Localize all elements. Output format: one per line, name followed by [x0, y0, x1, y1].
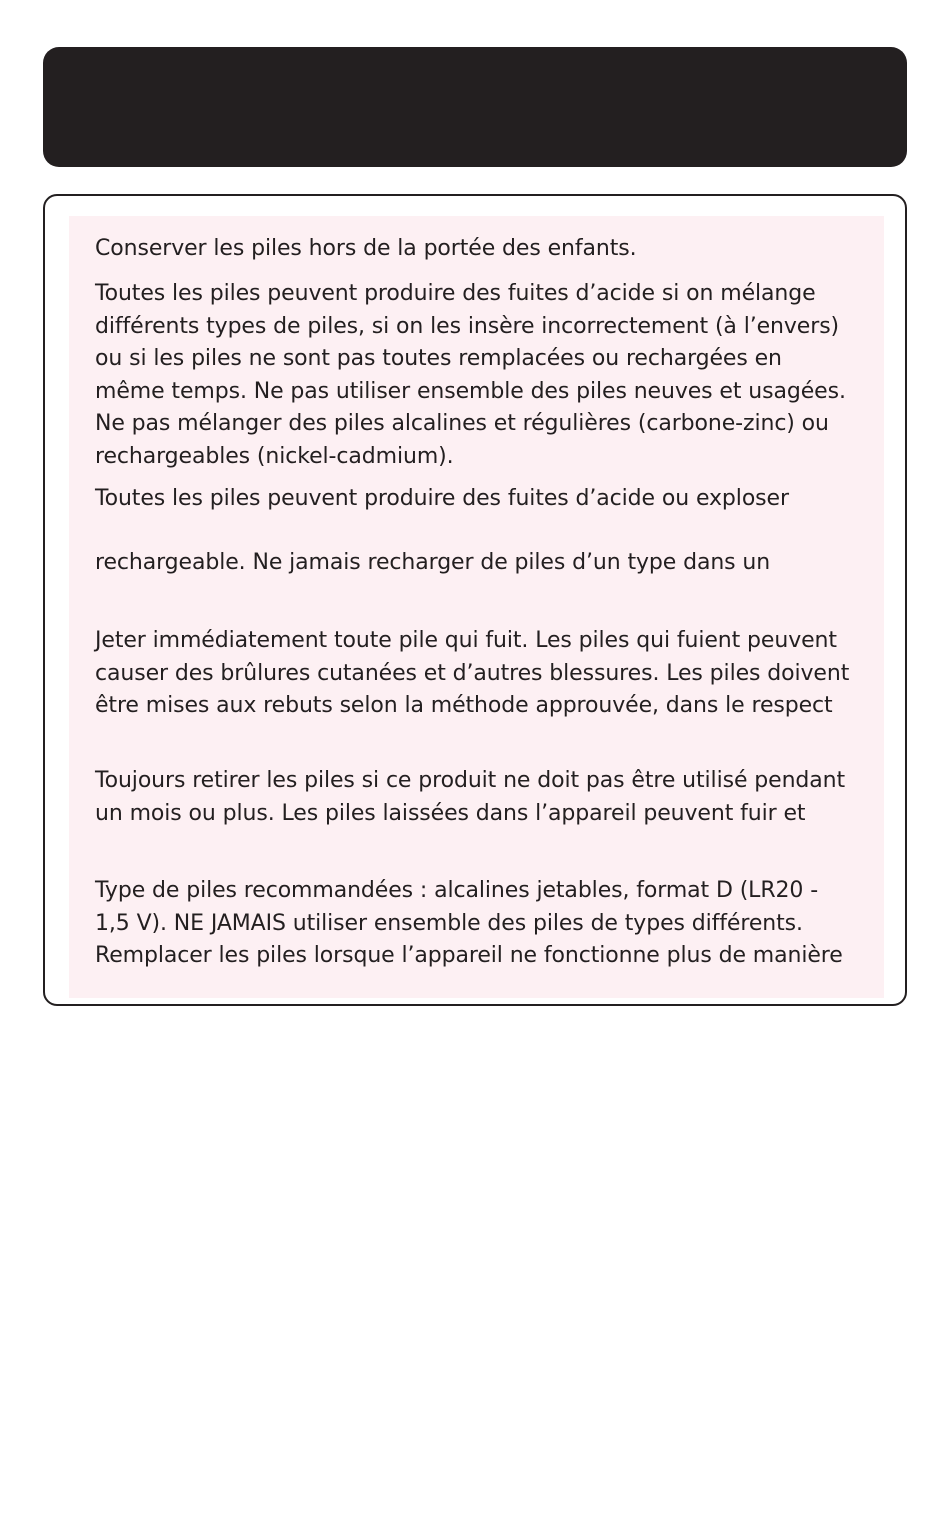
paragraph-line: Type de piles recommandées : alcalines jetables, format D (LR20 -	[95, 878, 819, 903]
paragraph-line: Conserver les piles hors de la portée des enfants.	[95, 236, 637, 261]
paragraph-line: Remplacer les piles lorsque l’appareil ne fonctionne plus de manière	[95, 943, 843, 968]
paragraph-line: Ne pas mélanger des piles alcalines et régulières (carbone-zinc) ou	[95, 411, 829, 436]
warning-paragraph-recharge	[95, 547, 770, 580]
warning-paragraph-battery-type	[95, 875, 843, 973]
warning-paragraph-keep-away	[95, 233, 637, 266]
warning-paragraph-remove-batteries	[95, 765, 845, 830]
paragraph-line: Toutes les piles peuvent produire des fuites d’acide ou exploser	[95, 486, 789, 511]
paragraph-line: Jeter immédiatement toute pile qui fuit. Les piles qui fuient peuvent	[95, 628, 837, 653]
warning-paragraph-acid-leak-mixing	[95, 278, 846, 473]
paragraph-line: différents types de piles, si on les insère incorrectement (à l’envers)	[95, 313, 840, 339]
paragraph-line: causer des brûlures cutanées et d’autres blessures. Les piles doivent	[95, 660, 850, 686]
warning-paragraph-explode	[95, 483, 789, 516]
warning-paragraph-leaking-disposal	[95, 625, 849, 723]
header-bar	[43, 47, 907, 167]
highlight-panel	[69, 216, 884, 998]
paragraph-line: même temps. Ne pas utiliser ensemble des piles neuves et usagées.	[95, 378, 846, 404]
paragraph-line: Toutes les piles peuvent produire des fuites d’acide si on mélange	[95, 281, 816, 306]
paragraph-line: un mois ou plus. Les piles laissées dans l’appareil peuvent fuir et	[95, 800, 806, 826]
paragraph-line: rechargeables (nickel-cadmium).	[95, 443, 454, 469]
battery-warning-box	[43, 194, 907, 1006]
paragraph-line: rechargeable. Ne jamais recharger de piles d’un type dans un	[95, 550, 771, 575]
paragraph-line: être mises aux rebuts selon la méthode approuvée, dans le respect	[95, 693, 833, 718]
paragraph-line: 1,5 V). NE JAMAIS utiliser ensemble des piles de types différents.	[95, 910, 803, 936]
paragraph-line: ou si les piles ne sont pas toutes remplacées ou rechargées en	[95, 346, 782, 371]
paragraph-line: Toujours retirer les piles si ce produit ne doit pas être utilisé pendant	[95, 768, 846, 793]
